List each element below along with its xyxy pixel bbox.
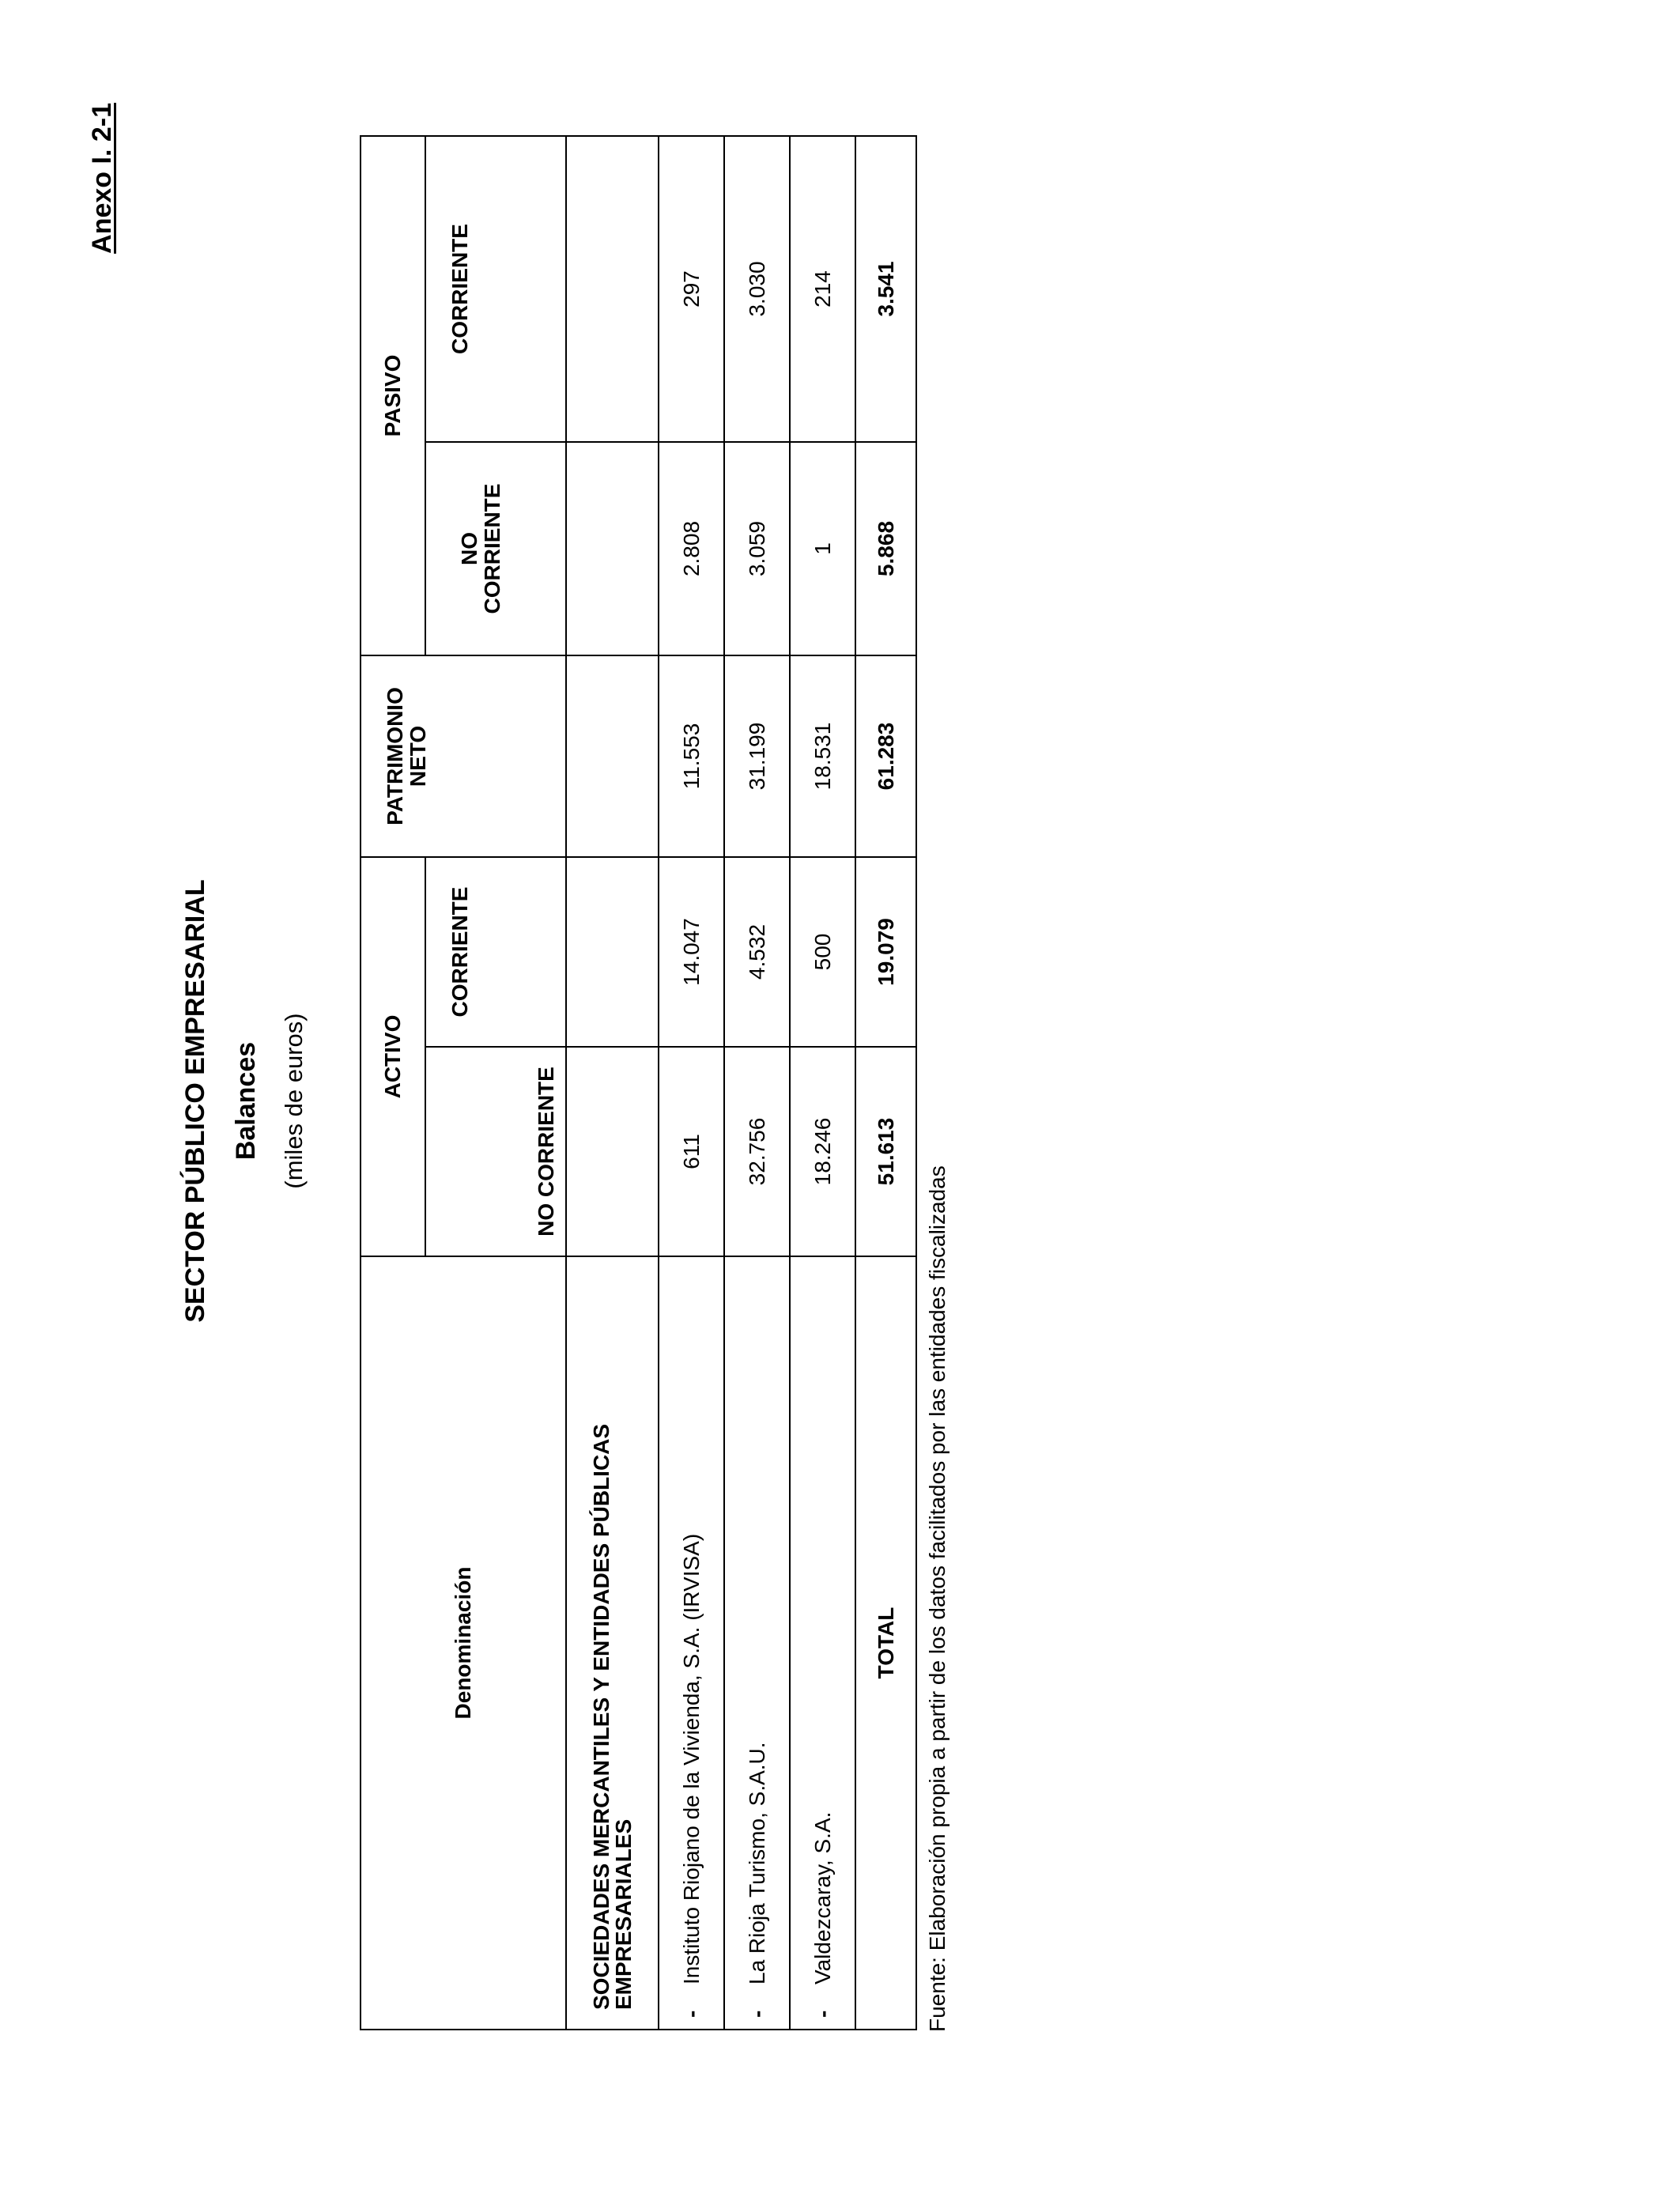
entity-name: Valdezcaray, S.A. [810, 1811, 835, 1984]
pasivo-c-cell: 3.030 [724, 136, 790, 442]
patrimonio-cell: 31.199 [724, 655, 790, 857]
total-activo-nc: 51.613 [855, 1047, 916, 1256]
units-label: (miles de euros) [280, 1013, 308, 1189]
total-label: TOTAL [855, 1256, 916, 2030]
activo-nc-cell: 18.246 [790, 1047, 855, 1256]
table-row: -Instituto Riojano de la Vivienda, S.A. (IRVISA) 611 14.047 11.553 2.808 297 [659, 136, 724, 2030]
total-pasivo-nc: 5.868 [855, 442, 916, 655]
table-row: -Valdezcaray, S.A. 18.246 500 18.531 1 214 [790, 136, 855, 2030]
patrimonio-cell: 11.553 [659, 655, 724, 857]
pasivo-header: PASIVO [361, 136, 425, 655]
patrimonio-neto-header: PATRIMONIO NETO [361, 655, 566, 857]
pasivo-nc-cell: 1 [790, 442, 855, 655]
pasivo-c-cell: 297 [659, 136, 724, 442]
header-row-top [361, 136, 425, 2030]
table-row: -La Rioja Turismo, S.A.U. 32.756 4.532 31.199 3.059 3.030 [724, 136, 790, 2030]
activo-nc-cell: 32.756 [724, 1047, 790, 1256]
total-patrimonio: 61.283 [855, 655, 916, 857]
section-label: SOCIEDADES MERCANTILES Y ENTIDADES PÚBLICAS EMPRESARIALES [566, 1256, 659, 2030]
activo-c-cell: 14.047 [659, 857, 724, 1047]
pasivo-c-cell: 214 [790, 136, 855, 442]
section-row [566, 136, 659, 2030]
page-subtitle: Balances [231, 1041, 261, 1161]
pasivo-no-corriente-header: NO CORRIENTE [425, 442, 566, 655]
denominacion-header: Denominación [361, 1256, 566, 2030]
activo-c-cell: 4.532 [724, 857, 790, 1047]
activo-nc-cell: 611 [659, 1047, 724, 1256]
total-pasivo-c: 3.541 [855, 136, 916, 442]
source-note: Fuente: Elaboración propia a partir de los datos facilitados por las entidades fiscalizadas [925, 1165, 949, 2032]
pasivo-nc-cell: 3.059 [724, 442, 790, 655]
activo-corriente-header: CORRIENTE [425, 857, 566, 1047]
page-title: SECTOR PÚBLICO EMPRESARIAL [180, 879, 210, 1323]
annex-label: Anexo I. 2-1 [87, 103, 117, 254]
patrimonio-cell: 18.531 [790, 655, 855, 857]
balance-table [360, 135, 917, 2030]
pasivo-corriente-header: CORRIENTE [425, 136, 566, 442]
activo-no-corriente-header: NO CORRIENTE [425, 1047, 566, 1256]
pasivo-nc-cell: 2.808 [659, 442, 724, 655]
total-row [855, 136, 916, 2030]
activo-header: ACTIVO [361, 857, 425, 1256]
activo-c-cell: 500 [790, 857, 855, 1047]
entity-name: La Rioja Turismo, S.A.U. [744, 1742, 769, 1984]
balance-sheet-page [87, 103, 980, 2099]
total-activo-c: 19.079 [855, 857, 916, 1047]
entity-name: Instituto Riojano de la Vivienda, S.A. (IRVISA) [678, 1533, 704, 1984]
